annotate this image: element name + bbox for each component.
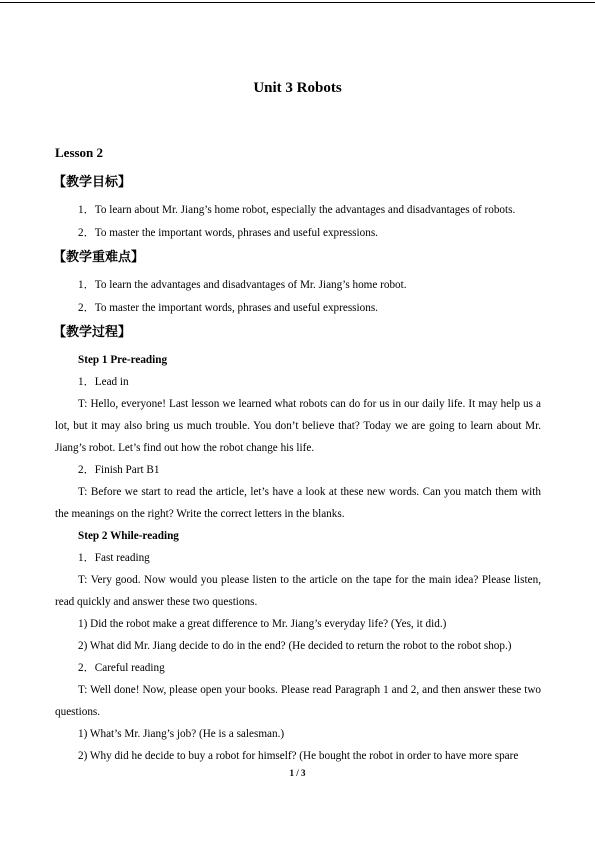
document-title: Unit 3 Robots <box>253 80 342 96</box>
question-line: 1) What’s Mr. Jiang’s job? (He is a salesman.) <box>78 728 285 740</box>
key-point-item: 1．To learn the advantages and disadvantages of Mr. Jiang’s home robot. <box>78 279 407 291</box>
question-line: 2) What did Mr. Jiang decide to do in the end? (He decided to return the robot to the robot shop.) <box>78 640 512 652</box>
objective-item: 1．To learn about Mr. Jiang’s home robot, especially the advantages and disadvantages of robots. <box>78 204 516 216</box>
page-number: 1 / 3 <box>289 768 306 778</box>
sub-step: 2．Finish Part B1 <box>78 464 160 476</box>
paragraph: T: Before we start to read the article, let’s have a look at these new words. Can you match them with the meanings on the right? Write the correct letters in the blanks. <box>55 486 541 520</box>
lesson-heading: Lesson 2 <box>55 145 104 160</box>
paragraph: T: Hello, everyone! Last lesson we learned what robots can do for us in our daily life. It may help us a lot, but it may also bring us much trouble. You don’t believe that? Today we are going to learn about Mr. Jiang’s robot. Let’s find out how the robot change his life. <box>55 398 541 454</box>
sub-step: 1．Fast reading <box>78 552 150 564</box>
objective-item: 2．To master the important words, phrases and useful expressions. <box>78 227 378 239</box>
sub-step: 2．Careful reading <box>78 662 165 674</box>
question-line: 2) Why did he decide to buy a robot for himself? (He bought the robot in order to have more spare <box>78 750 519 762</box>
top-rule <box>0 2 595 3</box>
paragraph: T: Well done! Now, please open your books. Please read Paragraph 1 and 2, and then answer these two questions. <box>55 684 541 718</box>
step-title: Step 2 While-reading <box>78 530 179 542</box>
document-body <box>55 142 541 767</box>
paragraph: T: Very good. Now would you please listen to the article on the tape for the main idea? Please listen, read quickly and answer these two questions. <box>55 574 541 608</box>
sub-step: 1．Lead in <box>78 376 129 388</box>
key-point-item: 2．To master the important words, phrases and useful expressions. <box>78 302 378 314</box>
section-heading-process: 【教学过程】 <box>53 325 132 340</box>
step-title: Step 1 Pre-reading <box>78 354 168 366</box>
section-heading-key-points: 【教学重难点】 <box>53 250 145 265</box>
section-heading-objectives: 【教学目标】 <box>53 175 132 190</box>
question-line: 1) Did the robot make a great difference to Mr. Jiang’s everyday life? (Yes, it did.) <box>78 618 447 630</box>
